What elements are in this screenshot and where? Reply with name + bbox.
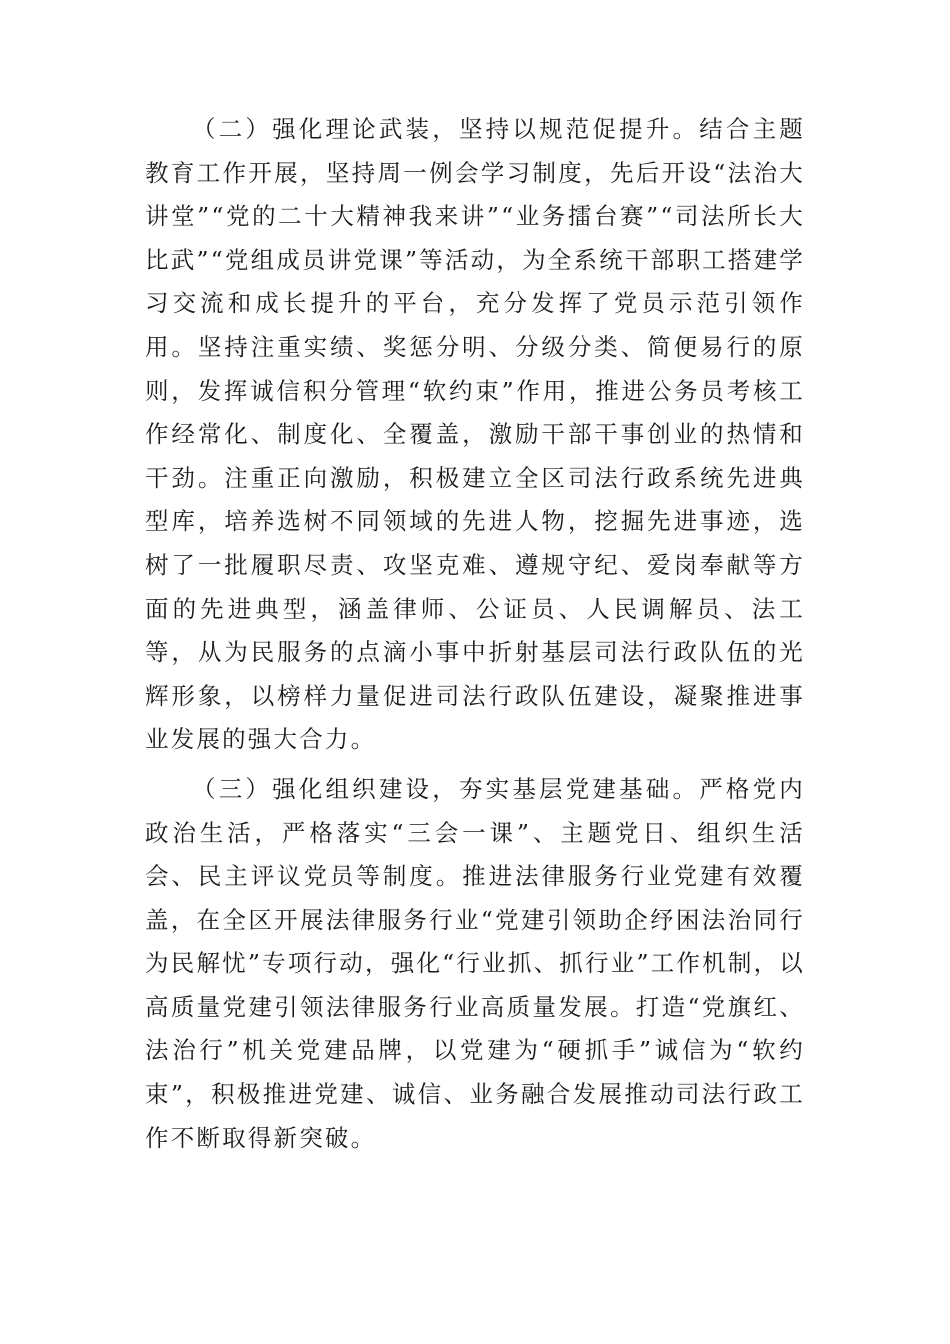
paragraph-strengthen-theory: （二）强化理论武装，坚持以规范促提升。结合主题教育工作开展，坚持周一例会学习制度，先后开设“法治大讲堂”“党的二十大精神我来讲”“业务擂台赛”“司法所长大比武”“党组成员讲党课”等活动，为全系统干部职工搭建学习交流和成长提升的平台，充分发挥了党员示范引领作用。坚持注重实绩、奖惩分明、分级分类、简便易行的原则，发挥诚信积分管理“软约束”作用，推进公务员考核工作经常化、制度化、全覆盖，激励干部干事创业的热情和干劲。注重正向激励，积极建立全区司法行政系统先进典型库，培养选树不同领域的先进人物，挖掘先进事迹，选树了一批履职尽责、攻坚克难、遵规守纪、爱岗奉献等方面的先进典型，涵盖律师、公证员、人民调解员、法工等，从为民服务的点滴小事中折射基层司法行政队伍的光辉形象，以榜样力量促进司法行政队伍建设，凝聚推进事业发展的强大合力。	[145, 115, 805, 754]
paragraph-strengthen-organization: （三）强化组织建设，夯实基层党建基础。严格党内政治生活，严格落实“三会一课”、主题党日、组织生活会、民主评议党员等制度。推进法律服务行业党建有效覆盖，在全区开展法律服务行业“党建引领助企纾困法治同行为民解忧”专项行动，强化“行业抓、抓行业”工作机制，以高质量党建引领法律服务行业高质量发展。打造“党旗红、法治行”机关党建品牌，以党建为“硬抓手”诚信为“软约束”，积极推进党建、诚信、业务融合发展推动司法行政工作不断取得新突破。	[145, 774, 805, 1152]
document-body	[145, 108, 805, 1160]
